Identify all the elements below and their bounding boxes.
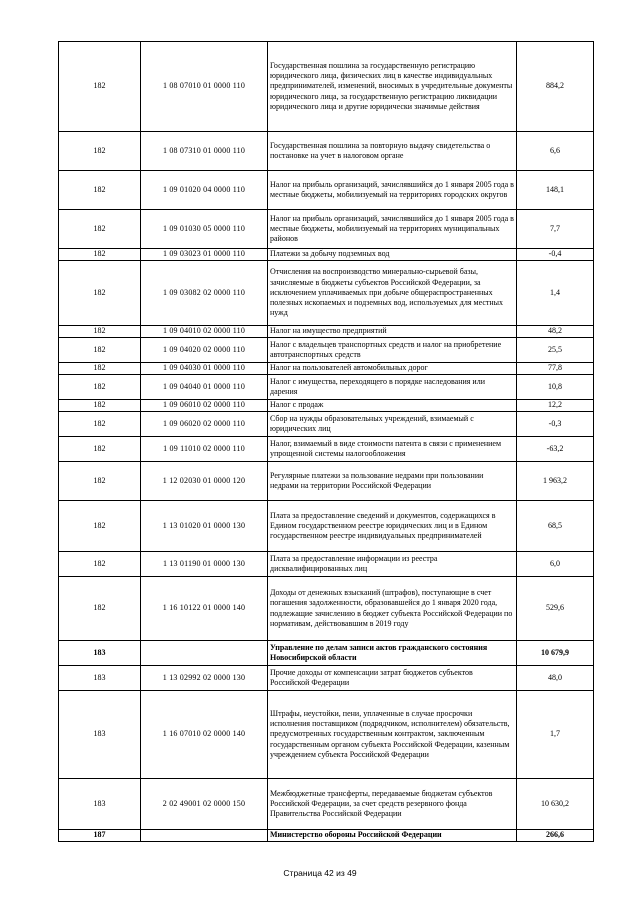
budget-code-cell: 1 08 07310 01 0000 110 [141, 132, 268, 171]
amount-cell: -0,4 [517, 249, 594, 261]
admin-code-cell: 182 [59, 249, 141, 261]
admin-code-cell: 182 [59, 437, 141, 462]
amount-cell: 68,5 [517, 501, 594, 552]
table-row [59, 830, 594, 842]
table-row [59, 577, 594, 641]
revenue-name-cell: Налог на имущество предприятий [268, 326, 517, 338]
admin-code-cell: 183 [59, 641, 141, 666]
revenue-name-cell: Плата за предоставление сведений и документов, содержащихся в Едином государственном реестре юридических лиц и в Едином государственном реестре индивидуальных предпринимателей [268, 501, 517, 552]
table-row [59, 641, 594, 666]
table-row [59, 552, 594, 577]
budget-code-cell: 1 09 11010 02 0000 110 [141, 437, 268, 462]
revenue-name-cell: Налог с владельцев транспортных средств и налог на приобретение автотранспортных средств [268, 338, 517, 363]
amount-cell: 884,2 [517, 42, 594, 132]
admin-code-cell: 182 [59, 501, 141, 552]
admin-code-cell: 182 [59, 375, 141, 400]
admin-code-cell: 182 [59, 261, 141, 326]
table-row [59, 210, 594, 249]
amount-cell: 266,6 [517, 830, 594, 842]
table-row [59, 691, 594, 779]
revenue-name-cell: Государственная пошлина за государственную регистрацию юридического лица, физических лиц в качестве индивидуальных предпринимателей, изменений, вносимых в учредительные документы юридического лица, за государственную регистрацию ликвидации юридического лица и другие юридически значимые действия [268, 42, 517, 132]
admin-code-cell: 182 [59, 552, 141, 577]
revenue-name-cell: Сбор на нужды образовательных учреждений, взимаемый с юридических лиц [268, 412, 517, 437]
revenue-name-cell: Налог на прибыль организаций, зачислявшийся до 1 января 2005 года в местные бюджеты, мобилизуемый на территориях муниципальных районов [268, 210, 517, 249]
amount-cell: 529,6 [517, 577, 594, 641]
amount-cell: 1 963,2 [517, 462, 594, 501]
budget-code-cell: 1 16 10122 01 0000 140 [141, 577, 268, 641]
admin-code-cell: 183 [59, 691, 141, 779]
admin-code-cell: 182 [59, 326, 141, 338]
table-row [59, 437, 594, 462]
table-row [59, 261, 594, 326]
revenue-name-cell: Государственная пошлина за повторную выдачу свидетельства о постановке на учет в налоговом органе [268, 132, 517, 171]
table-row [59, 338, 594, 363]
table-row [59, 412, 594, 437]
amount-cell: 148,1 [517, 171, 594, 210]
revenue-name-cell: Налог с имущества, переходящего в порядке наследования или дарения [268, 375, 517, 400]
amount-cell: 1,4 [517, 261, 594, 326]
admin-code-cell: 182 [59, 132, 141, 171]
revenue-name-cell: Отчисления на воспроизводство минерально-сырьевой базы, зачисляемые в бюджеты субъектов Российской Федерации, за исключением уплачиваемых при добыче общераспространенных полезных ископаемых и подземных вод, используемых для местных нужд [268, 261, 517, 326]
revenue-name-cell: Налог на прибыль организаций, зачислявшийся до 1 января 2005 года в местные бюджеты, мобилизуемый на территориях городских округов [268, 171, 517, 210]
budget-code-cell [141, 830, 268, 842]
budget-code-cell: 1 09 03082 02 0000 110 [141, 261, 268, 326]
budget-code-cell [141, 641, 268, 666]
amount-cell: 10 630,2 [517, 779, 594, 830]
amount-cell: 48,2 [517, 326, 594, 338]
budget-code-cell: 1 09 06020 02 0000 110 [141, 412, 268, 437]
revenue-name-cell: Налог на пользователей автомобильных дорог [268, 363, 517, 375]
amount-cell: 48,0 [517, 666, 594, 691]
admin-code-cell: 183 [59, 779, 141, 830]
budget-code-cell: 1 09 04030 01 0000 110 [141, 363, 268, 375]
revenue-name-cell: Министерство обороны Российской Федерации [268, 830, 517, 842]
budget-code-cell: 1 13 02992 02 0000 130 [141, 666, 268, 691]
amount-cell: 77,8 [517, 363, 594, 375]
revenue-name-cell: Налог с продаж [268, 400, 517, 412]
admin-code-cell: 182 [59, 210, 141, 249]
table-row [59, 779, 594, 830]
revenue-table [58, 41, 594, 842]
amount-cell: 25,5 [517, 338, 594, 363]
revenue-name-cell: Платежи за добычу подземных вод [268, 249, 517, 261]
budget-code-cell: 1 12 02030 01 0000 120 [141, 462, 268, 501]
revenue-name-cell: Доходы от денежных взысканий (штрафов), поступающие в счет погашения задолженности, образовавшейся до 1 января 2020 года, подлежащие зачислению в бюджет субъекта Российской Федерации по нормативам, действовавшим в 2019 году [268, 577, 517, 641]
table-row [59, 375, 594, 400]
budget-code-cell: 1 09 04020 02 0000 110 [141, 338, 268, 363]
table-row [59, 249, 594, 261]
amount-cell: 10,8 [517, 375, 594, 400]
admin-code-cell: 182 [59, 171, 141, 210]
admin-code-cell: 182 [59, 400, 141, 412]
table-row [59, 400, 594, 412]
budget-code-cell: 1 16 07010 02 0000 140 [141, 691, 268, 779]
table-row [59, 132, 594, 171]
amount-cell: 6,6 [517, 132, 594, 171]
amount-cell: 12,2 [517, 400, 594, 412]
amount-cell: 7,7 [517, 210, 594, 249]
amount-cell: 6,0 [517, 552, 594, 577]
budget-code-cell: 1 09 06010 02 0000 110 [141, 400, 268, 412]
table-row [59, 501, 594, 552]
budget-code-cell: 1 08 07010 01 0000 110 [141, 42, 268, 132]
budget-code-cell: 1 09 04010 02 0000 110 [141, 326, 268, 338]
admin-code-cell: 182 [59, 363, 141, 375]
revenue-name-cell: Налог, взимаемый в виде стоимости патента в связи с применением упрощенной системы налогообложения [268, 437, 517, 462]
amount-cell: 10 679,9 [517, 641, 594, 666]
revenue-name-cell: Плата за предоставление информации из реестра дисквалифицированных лиц [268, 552, 517, 577]
revenue-name-cell: Управление по делам записи актов гражданского состояния Новосибирской области [268, 641, 517, 666]
table-row [59, 326, 594, 338]
admin-code-cell: 182 [59, 42, 141, 132]
budget-code-cell: 1 09 01030 05 0000 110 [141, 210, 268, 249]
amount-cell: -0,3 [517, 412, 594, 437]
admin-code-cell: 182 [59, 577, 141, 641]
budget-code-cell: 1 09 01020 04 0000 110 [141, 171, 268, 210]
budget-code-cell: 1 09 03023 01 0000 110 [141, 249, 268, 261]
admin-code-cell: 182 [59, 412, 141, 437]
revenue-name-cell: Межбюджетные трансферты, передаваемые бюджетам субъектов Российской Федерации, за счет средств резервного фонда Правительства Российской Федерации [268, 779, 517, 830]
page-number: Страница 42 из 49 [283, 868, 357, 878]
revenue-name-cell: Прочие доходы от компенсации затрат бюджетов субъектов Российской Федерации [268, 666, 517, 691]
table-row [59, 171, 594, 210]
budget-code-cell: 1 13 01190 01 0000 130 [141, 552, 268, 577]
admin-code-cell: 182 [59, 338, 141, 363]
table-row [59, 666, 594, 691]
amount-cell: -63,2 [517, 437, 594, 462]
budget-code-cell: 1 09 04040 01 0000 110 [141, 375, 268, 400]
amount-cell: 1,7 [517, 691, 594, 779]
admin-code-cell: 182 [59, 462, 141, 501]
admin-code-cell: 187 [59, 830, 141, 842]
revenue-name-cell: Штрафы, неустойки, пени, уплаченные в случае просрочки исполнения поставщиком (подрядчиком, исполнителем) обязательств, предусмотренных государственным контрактом, заключенным государственным органом субъекта Российской Федерации, казенным учреждением субъекта Российской Федерации [268, 691, 517, 779]
revenue-name-cell: Регулярные платежи за пользование недрами при пользовании недрами на территории Российской Федерации [268, 462, 517, 501]
admin-code-cell: 183 [59, 666, 141, 691]
budget-code-cell: 2 02 49001 02 0000 150 [141, 779, 268, 830]
table-row [59, 462, 594, 501]
table-row [59, 42, 594, 132]
budget-code-cell: 1 13 01020 01 0000 130 [141, 501, 268, 552]
table-row [59, 363, 594, 375]
